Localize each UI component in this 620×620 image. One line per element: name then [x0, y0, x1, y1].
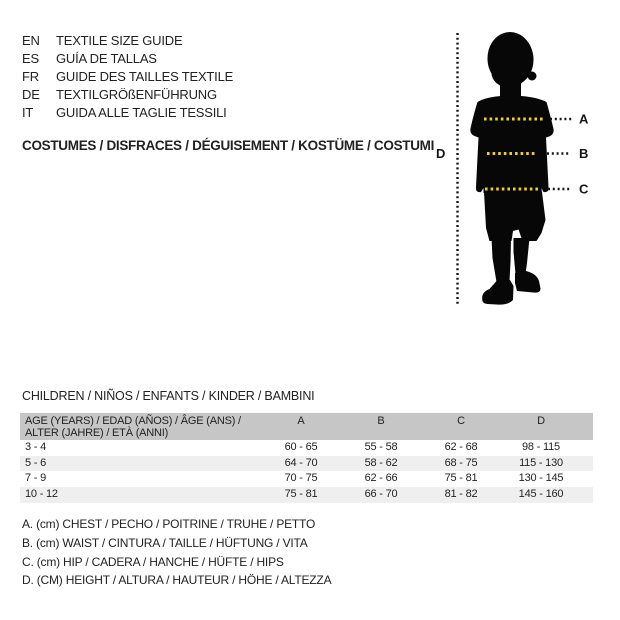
chest-label: A [579, 111, 589, 127]
waist-cell: 55 - 58 [364, 441, 398, 453]
table-row [20, 471, 593, 487]
legend-item-waist: B. (cm) WAIST / CINTURA / TAILLE / HÜFTUNG / VITA [22, 535, 308, 550]
language-row-fr [22, 68, 233, 86]
hip-cell: 68 - 75 [444, 456, 478, 469]
chest-cell: 70 - 75 [284, 472, 318, 485]
table-row [20, 487, 593, 503]
chest-cell: 64 - 70 [284, 456, 318, 469]
hip-cell: 81 - 82 [444, 488, 478, 501]
column-header-d: D [537, 415, 545, 427]
language-title: TEXTILGRÖßENFÜHRUNG [56, 87, 217, 102]
hip-label: C [579, 181, 589, 197]
legend-item-height: D. (CM) HEIGHT / ALTURA / HAUTEUR / HÖHE / ALTEZZA [22, 573, 332, 588]
language-title: TEXTILE SIZE GUIDE [56, 33, 183, 48]
measurement-legend [22, 515, 331, 590]
age-cell: 3 - 4 [25, 441, 47, 453]
table-row [20, 456, 593, 472]
child-silhouette [470, 30, 553, 304]
column-header-b: B [377, 415, 385, 427]
language-code: FR [22, 69, 39, 84]
column-header-c: C [457, 415, 465, 427]
table-row [20, 440, 593, 456]
table-header-row [20, 413, 593, 440]
age-column-header [20, 415, 261, 440]
waist-cell: 62 - 66 [364, 472, 398, 485]
age-cell: 10 - 12 [25, 488, 58, 501]
legend-item-chest: A. (cm) CHEST / PECHO / POITRINE / TRUHE / PETTO [22, 517, 316, 531]
table-section-title: CHILDREN / NIÑOS / ENFANTS / KINDER / BAMBINI [22, 389, 315, 403]
height-cell: 145 - 160 [518, 488, 564, 501]
waist-cell: 66 - 70 [364, 488, 398, 501]
hip-cell: 62 - 68 [444, 441, 478, 453]
language-row-it [22, 104, 233, 122]
language-code: IT [22, 105, 34, 120]
height-cell: 115 - 130 [519, 456, 563, 469]
child-measurement-diagram [430, 25, 600, 315]
waist-cell: 58 - 62 [364, 456, 398, 469]
language-code: EN [22, 33, 40, 48]
language-title: GUÍA DE TALLAS [56, 51, 157, 66]
language-code: DE [22, 87, 40, 102]
age-cell: 5 - 6 [25, 456, 47, 469]
age-header-line1: AGE (YEARS) / EDAD (AÑOS) / ÂGE (ANS) / [25, 415, 241, 427]
language-row-en [22, 32, 233, 50]
category-title: COSTUMES / DISFRACES / DÉGUISEMENT / KOSTÜME / COSTUMI [22, 138, 435, 153]
age-header-line2: ALTER (JAHRE) / ETÀ (ANNI) [25, 427, 169, 440]
chest-cell: 75 - 81 [284, 488, 318, 501]
legend-item-hip: C. (cm) HIP / CADERA / HANCHE / HÜFTE / HIPS [22, 554, 284, 569]
language-code: ES [22, 51, 39, 66]
language-row-es [22, 50, 233, 68]
height-cell: 130 - 145 [518, 472, 564, 485]
language-title: GUIDE DES TAILLES TEXTILE [56, 69, 234, 84]
language-row-de [22, 86, 233, 104]
age-cell: 7 - 9 [25, 472, 47, 485]
waist-label: B [579, 146, 589, 161]
height-cell: 98 - 115 [522, 441, 560, 453]
height-label: D [436, 146, 446, 161]
hip-cell: 75 - 81 [444, 472, 478, 485]
size-table [20, 413, 593, 503]
column-header-a: A [297, 415, 305, 427]
chest-cell: 60 - 65 [284, 441, 318, 453]
language-title: GUIDA ALLE TAGLIE TESSILI [56, 105, 227, 120]
language-list [22, 32, 233, 122]
